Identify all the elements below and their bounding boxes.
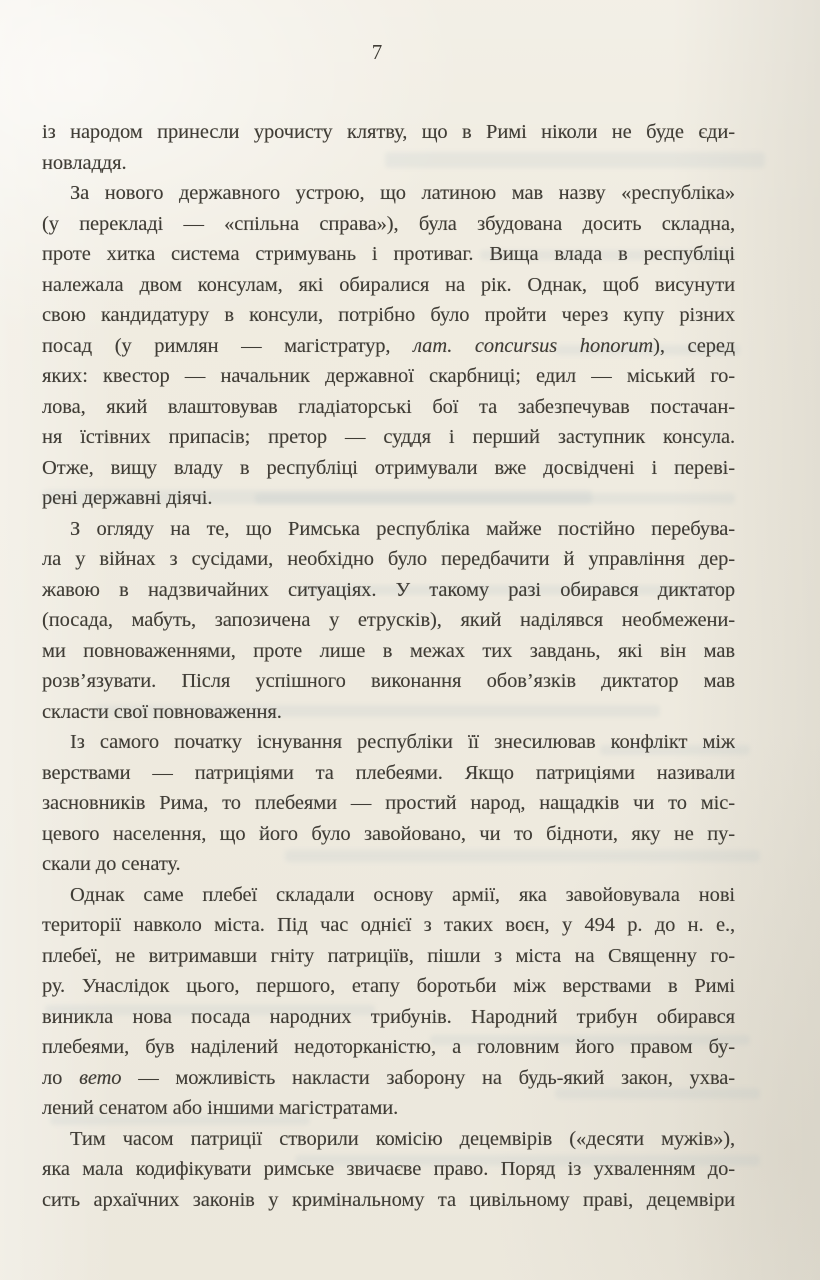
text-segment: ), серед xyxy=(653,334,735,357)
text-line xyxy=(42,941,735,972)
text-segment: верствами — патриціями та плебеями. Якщо патриціями називали xyxy=(42,761,735,784)
text-line xyxy=(42,361,735,392)
text-segment: ло xyxy=(42,1066,80,1089)
text-segment: із народом принесли урочисту клятву, що в Римі ніколи не буде єди- xyxy=(42,121,735,143)
text-segment: За нового державного устрою, що латиною мав назву «республіка» xyxy=(70,182,735,204)
text-line xyxy=(42,117,735,148)
text-line xyxy=(42,697,735,728)
text-segment: сить архаїчних законів у кримінальному та цивільному праві, децемвіри xyxy=(42,1188,735,1211)
text-line xyxy=(42,910,735,941)
text-segment: лений сенатом або іншими магістратами. xyxy=(42,1097,399,1119)
text-segment: (посада, мабуть, запозичена у етрусків), який наділявся необмежени- xyxy=(42,609,735,631)
text-segment: розв’язувати. Після успішного виконання обов’язків диктатор мав xyxy=(42,670,735,692)
text-segment: З огляду на те, що Римська республіка майже постійно перебува- xyxy=(70,517,735,540)
text-line xyxy=(42,270,735,301)
text-segment: території навколо міста. Під час однієї з таких воєн, у 494 р. до н. е., xyxy=(42,914,735,936)
text-line xyxy=(42,605,735,636)
text-segment: лова, який влаштовував гладіаторські бої та забезпечував постачан- xyxy=(42,395,735,418)
text-line xyxy=(42,636,735,667)
text-segment: новладдя. xyxy=(42,151,127,174)
text-segment: проте хитка система стримувань і противаг. Вища влада в республіці xyxy=(42,243,735,265)
italic-text: вето xyxy=(79,1066,122,1089)
text-line xyxy=(42,300,735,331)
text-segment: Із самого початку існування республіки її знесилював конфлікт між xyxy=(70,731,735,753)
text-line xyxy=(42,1063,735,1094)
text-segment: жавою в надзвичайних ситуаціях. У такому разі обирався диктатор xyxy=(42,578,735,601)
text-line xyxy=(42,239,735,270)
text-segment: яких: квестор — начальник державної скарбниці; едил — міський го- xyxy=(42,365,735,387)
text-segment: ла у війнах з сусідами, необхідно було передбачити й управління дер- xyxy=(42,548,735,570)
body-text xyxy=(42,117,735,1215)
text-line xyxy=(42,148,735,179)
text-segment: яка мала кодифікувати римське звичаєве право. Поряд із ухваленням до- xyxy=(42,1158,735,1180)
text-segment: плебеї, не витримавши гніту патриціїв, пішли з міста на Священну го- xyxy=(42,944,735,967)
text-segment: Отже, вищу владу в республіці отримували вже досвідчені і переві- xyxy=(42,456,735,479)
text-line xyxy=(42,727,735,758)
text-segment: ня їстівних припасів; претор — суддя і перший заступник консула. xyxy=(42,426,735,448)
text-segment: — можливість накласти заборону на будь-який закон, ухва- xyxy=(121,1066,735,1089)
text-line xyxy=(42,392,735,423)
text-segment: свою кандидатуру в консули, потрібно було пройти через купу різних xyxy=(42,304,735,326)
text-line xyxy=(42,422,735,453)
text-line xyxy=(42,666,735,697)
text-line xyxy=(42,849,735,880)
text-line xyxy=(42,483,735,514)
text-segment: скласти свої повноваження. xyxy=(42,700,282,723)
page-number: 7 xyxy=(371,40,383,64)
text-segment: засновників Рима, то плебеями — простий народ, нащадків чи то міс- xyxy=(42,792,735,814)
text-segment: рені державні діячі. xyxy=(42,487,213,509)
text-line xyxy=(42,758,735,789)
text-segment: цевого населення, що його було завойовано, чи то бідноти, яку не пу- xyxy=(42,822,735,845)
text-segment: ру. Унаслідок цього, першого, етапу боротьби між верствами в Римі xyxy=(42,975,735,997)
text-line xyxy=(42,1093,735,1124)
text-segment: виникла нова посада народних трибунів. Народний трибун обирався xyxy=(42,1005,735,1028)
text-line xyxy=(42,1124,735,1155)
text-line xyxy=(42,819,735,850)
text-segment: посад (у римлян — магістратур, xyxy=(42,334,414,357)
text-segment: Тим часом патриції створили комісію децемвірів («десяти мужів»), xyxy=(70,1127,735,1150)
text-line xyxy=(42,1185,735,1216)
text-line xyxy=(42,1032,735,1063)
text-segment: ми повноваженнями, проте лише в межах тих завдань, які він мав xyxy=(42,639,735,662)
text-line xyxy=(42,575,735,606)
text-segment: належала двом консулам, які обиралися на рік. Однак, щоб висунути xyxy=(42,273,735,296)
text-line xyxy=(42,971,735,1002)
text-segment: скали до сенату. xyxy=(42,853,181,875)
text-segment: (у перекладі — «спільна справа»), була збудована досить складна, xyxy=(42,212,735,235)
text-line xyxy=(42,178,735,209)
text-line xyxy=(42,453,735,484)
text-line xyxy=(42,880,735,911)
text-line xyxy=(42,331,735,362)
text-line xyxy=(42,1154,735,1185)
text-line xyxy=(42,544,735,575)
text-segment: плебеями, був наділений недоторканістю, а головним його правом бу- xyxy=(42,1036,735,1058)
text-line xyxy=(42,1002,735,1033)
text-line xyxy=(42,209,735,240)
italic-text: лат. concursus honorum xyxy=(413,334,654,357)
text-segment: Однак саме плебеї складали основу армії, яка завойовувала нові xyxy=(70,883,735,906)
text-line xyxy=(42,514,735,545)
text-line xyxy=(42,788,735,819)
